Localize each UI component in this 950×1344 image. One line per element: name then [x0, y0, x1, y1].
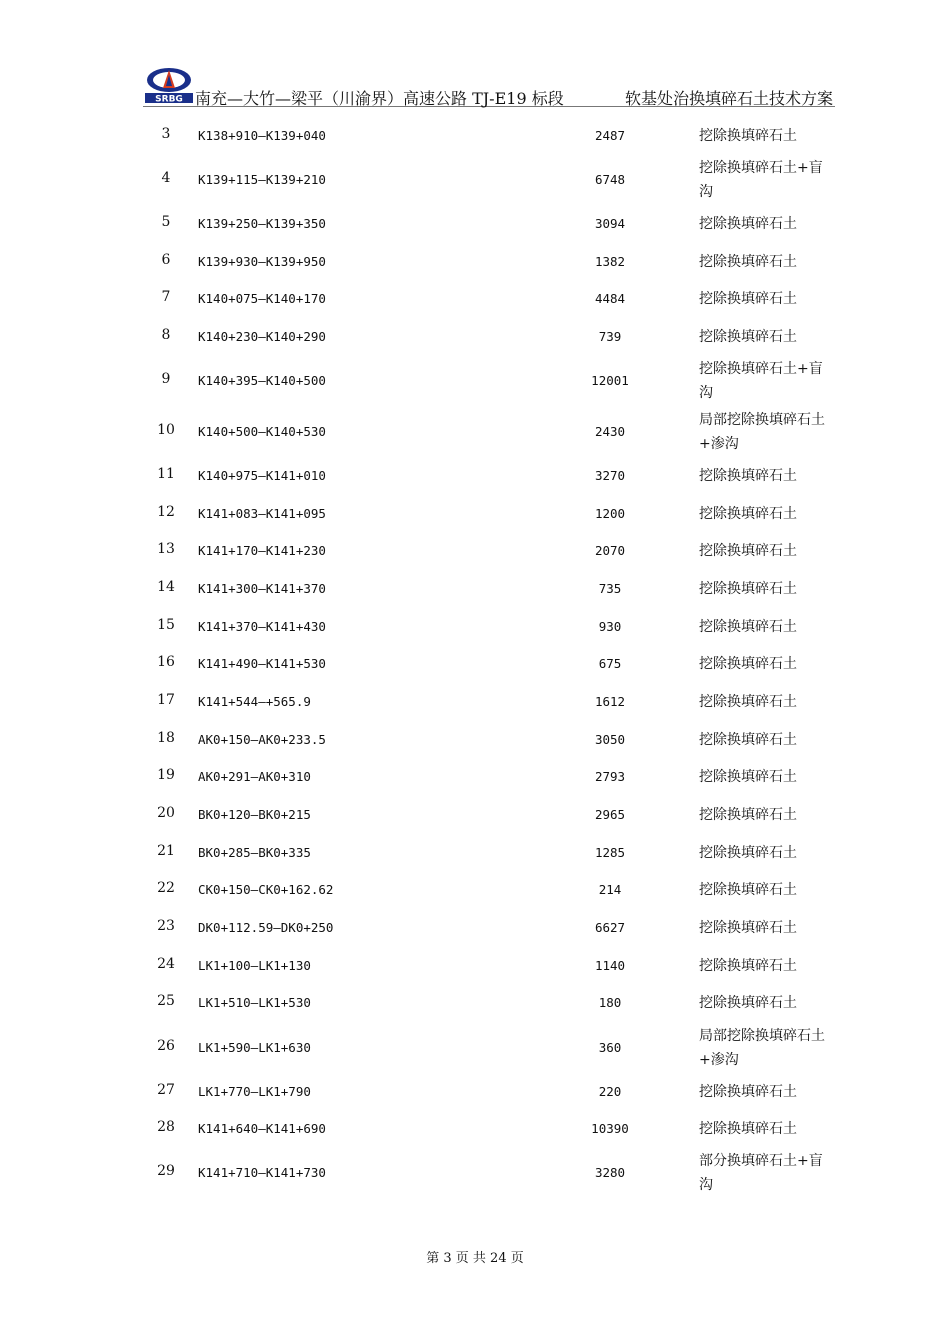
quantity-value: 1612: [594, 694, 626, 709]
quantity-value: 180: [598, 995, 622, 1010]
treatment-method: 挖除换填碎石土: [699, 468, 797, 484]
quantity-value: 6748: [594, 172, 626, 187]
treatment-method: 挖除换填碎石土: [699, 694, 797, 710]
row-number: 24: [157, 956, 175, 972]
row-number: 23: [157, 918, 175, 934]
treatment-method: 挖除换填碎石土: [699, 543, 797, 559]
quantity-value: 220: [598, 1084, 622, 1099]
treatment-method: 挖除换填碎石土: [699, 128, 797, 144]
quantity-value: 3270: [594, 468, 626, 483]
treatment-method: 挖除换填碎石土: [699, 216, 797, 232]
row-number: 18: [157, 730, 175, 746]
treatment-method: 挖除换填碎石土: [699, 506, 797, 522]
srbg-logo-icon: [143, 66, 195, 104]
row-number: 21: [157, 843, 175, 859]
quantity-value: 1200: [594, 506, 626, 521]
row-number: 3: [161, 126, 171, 142]
row-number: 13: [157, 541, 175, 557]
row-number: 5: [161, 214, 171, 230]
chainage-range: K138+910—K139+040: [198, 128, 326, 143]
quantity-value: 1140: [594, 958, 626, 973]
quantity-value: 214: [598, 882, 622, 897]
quantity-value: 4484: [594, 291, 626, 306]
chainage-range: DK0+112.59—DK0+250: [198, 920, 334, 935]
quantity-value: 739: [598, 329, 622, 344]
row-number: 17: [157, 692, 175, 708]
document-title: 软基处治换填碎石土技术方案: [624, 89, 833, 108]
treatment-method: 挖除换填碎石土: [699, 882, 797, 898]
row-number: 20: [157, 805, 175, 821]
chainage-range: K141+370—K141+430: [198, 619, 326, 634]
chainage-range: LK1+100—LK1+130: [198, 958, 311, 973]
quantity-value: 10390: [591, 1121, 629, 1136]
treatment-method: 挖除换填碎石土: [699, 920, 797, 936]
quantity-value: 6627: [594, 920, 626, 935]
treatment-method: 挖除换填碎石土: [699, 732, 797, 748]
chainage-range: K140+395—K140+500: [198, 373, 326, 388]
treatment-method: 挖除换填碎石土: [699, 619, 797, 635]
chainage-range: K140+230—K140+290: [198, 329, 326, 344]
treatment-method: 挖除换填碎石土: [699, 656, 797, 672]
chainage-range: K139+250—K139+350: [198, 216, 326, 231]
project-title: 南充—大竹—梁平（川渝界）高速公路 TJ-E19 标段: [195, 89, 564, 108]
quantity-value: 3280: [594, 1165, 626, 1180]
chainage-range: K140+075—K140+170: [198, 291, 326, 306]
treatment-method: 挖除换填碎石土: [699, 291, 797, 307]
treatment-method: 挖除换填碎石土: [699, 581, 797, 597]
chainage-range: K141+300—K141+370: [198, 581, 326, 596]
row-number: 9: [161, 371, 171, 387]
quantity-value: 12001: [591, 373, 629, 388]
quantity-value: 2070: [594, 543, 626, 558]
treatment-method: 挖除换填碎石土: [699, 845, 797, 861]
row-number: 10: [157, 422, 175, 438]
quantity-value: 2965: [594, 807, 626, 822]
row-number: 27: [157, 1082, 175, 1098]
quantity-value: 1382: [594, 254, 626, 269]
chainage-range: K141+710—K141+730: [198, 1165, 326, 1180]
row-number: 6: [161, 252, 171, 268]
row-number: 28: [157, 1119, 175, 1135]
quantity-value: 2793: [594, 769, 626, 784]
quantity-value: 3094: [594, 216, 626, 231]
quantity-value: 735: [598, 581, 622, 596]
quantity-value: 1285: [594, 845, 626, 860]
chainage-range: BK0+120—BK0+215: [198, 807, 311, 822]
chainage-range: LK1+590—LK1+630: [198, 1040, 311, 1055]
treatment-method: 挖除换填碎石土: [699, 254, 797, 270]
chainage-range: BK0+285—BK0+335: [198, 845, 311, 860]
page-footer: 第 3 页 共 24 页: [426, 1251, 524, 1266]
chainage-range: K140+975—K141+010: [198, 468, 326, 483]
chainage-range: LK1+770—LK1+790: [198, 1084, 311, 1099]
quantity-value: 360: [598, 1040, 622, 1055]
treatment-method: 挖除换填碎石土: [699, 329, 797, 345]
treatment-method: 挖除换填碎石土: [699, 807, 797, 823]
chainage-range: K141+170—K141+230: [198, 543, 326, 558]
chainage-range: K141+083—K141+095: [198, 506, 326, 521]
row-number: 19: [157, 767, 175, 783]
quantity-value: 3050: [594, 732, 626, 747]
row-number: 29: [157, 1163, 175, 1179]
treatment-method: 挖除换填碎石土: [699, 1084, 797, 1100]
treatment-method: 挖除换填碎石土+盲沟: [699, 361, 823, 401]
treatment-method: 挖除换填碎石土: [699, 769, 797, 785]
page-header: [143, 66, 835, 107]
treatment-method: 局部挖除换填碎石土+渗沟: [699, 412, 825, 452]
row-number: 7: [161, 289, 171, 305]
chainage-range: CK0+150—CK0+162.62: [198, 882, 334, 897]
treatment-method: 挖除换填碎石土+盲沟: [699, 160, 823, 200]
chainage-range: K140+500—K140+530: [198, 424, 326, 439]
chainage-range: K139+930—K139+950: [198, 254, 326, 269]
treatment-method: 挖除换填碎石土: [699, 1121, 797, 1137]
row-number: 16: [157, 654, 175, 670]
treatment-method: 挖除换填碎石土: [699, 958, 797, 974]
chainage-range: K141+640—K141+690: [198, 1121, 326, 1136]
chainage-range: AK0+150—AK0+233.5: [198, 732, 326, 747]
treatment-method: 挖除换填碎石土: [699, 995, 797, 1011]
quantity-value: 930: [598, 619, 622, 634]
chainage-range: K141+544—+565.9: [198, 694, 311, 709]
treatment-method: 局部挖除换填碎石土+渗沟: [699, 1028, 825, 1068]
svg-text:SRBG: SRBG: [155, 94, 183, 104]
chainage-range: K141+490—K141+530: [198, 656, 326, 671]
quantity-value: 675: [598, 656, 622, 671]
row-number: 12: [157, 504, 175, 520]
chainage-range: K139+115—K139+210: [198, 172, 326, 187]
row-number: 26: [157, 1038, 175, 1054]
quantity-value: 2487: [594, 128, 626, 143]
row-number: 15: [157, 617, 175, 633]
row-number: 22: [157, 880, 175, 896]
row-number: 8: [161, 327, 171, 343]
quantity-value: 2430: [594, 424, 626, 439]
row-number: 14: [157, 579, 175, 595]
chainage-range: LK1+510—LK1+530: [198, 995, 311, 1010]
treatment-method: 部分换填碎石土+盲沟: [699, 1153, 823, 1193]
row-number: 11: [157, 466, 175, 482]
row-number: 4: [161, 170, 171, 186]
row-number: 25: [157, 993, 175, 1009]
chainage-range: AK0+291—AK0+310: [198, 769, 311, 784]
